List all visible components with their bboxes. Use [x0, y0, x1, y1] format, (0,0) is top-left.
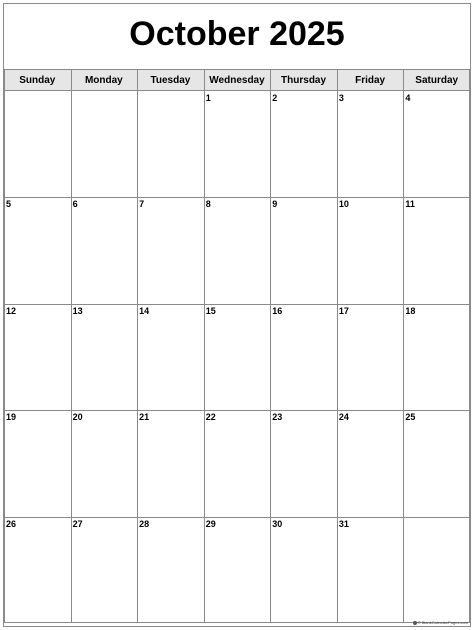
day-number: 14: [139, 305, 150, 316]
calendar-logo-icon: [413, 621, 417, 625]
weekday-friday: Friday: [355, 74, 386, 86]
grid-horizontal-line: [4, 197, 470, 198]
day-number: 21: [139, 412, 150, 423]
day-number: 5: [6, 199, 12, 210]
grid-vertical-line: [337, 69, 338, 623]
weekday-monday: Monday: [84, 74, 123, 86]
day-number: 16: [272, 305, 283, 316]
day-number: 26: [6, 518, 17, 529]
day-number: 13: [72, 305, 83, 316]
day-number: 10: [338, 199, 349, 210]
day-number: 19: [6, 412, 17, 423]
weekday-sunday: Sunday: [19, 74, 56, 86]
grid-horizontal-line: [4, 304, 470, 305]
grid-vertical-line: [403, 69, 404, 623]
weekday-header-row: [4, 69, 470, 91]
grid-vertical-line: [71, 69, 72, 623]
day-number: 8: [205, 199, 211, 210]
weekday-saturday: Saturday: [415, 74, 459, 86]
grid-vertical-line: [204, 69, 205, 623]
day-number: 12: [6, 305, 17, 316]
day-number: 7: [139, 199, 145, 210]
calendar-title: October 2025: [129, 14, 345, 53]
day-number: 4: [405, 93, 411, 103]
day-number: 31: [338, 518, 349, 529]
day-number: 25: [405, 412, 416, 423]
day-number: 3: [338, 93, 344, 103]
day-number: 22: [205, 412, 216, 423]
grid-horizontal-line: [4, 517, 470, 518]
day-number: 27: [72, 518, 83, 529]
day-number: 24: [338, 412, 349, 423]
site-credit: [413, 620, 468, 625]
day-number: 9: [272, 199, 278, 210]
day-number: 23: [272, 412, 283, 423]
day-number: 2: [272, 93, 278, 103]
grid-vertical-line: [270, 69, 271, 623]
day-number: 11: [405, 199, 415, 210]
day-number: 17: [338, 305, 349, 316]
grid-vertical-line: [4, 69, 5, 623]
day-number: 29: [205, 518, 216, 529]
day-number: 1: [205, 93, 211, 103]
weekday-wednesday: Wednesday: [209, 74, 265, 86]
day-number: 20: [72, 412, 83, 423]
weekday-thursday: Thursday: [281, 74, 327, 86]
grid-horizontal-line: [4, 622, 470, 623]
grid-vertical-line: [469, 69, 470, 623]
grid-vertical-line: [137, 69, 138, 623]
calendar-grid: [4, 69, 470, 623]
grid-horizontal-line: [4, 410, 470, 411]
day-number: 6: [72, 199, 78, 210]
day-number: 30: [272, 518, 283, 529]
day-number: 18: [405, 305, 416, 316]
day-number: 15: [205, 305, 216, 316]
day-number: 28: [139, 518, 150, 529]
site-credit-text: © BlankCalendarPages.com: [417, 620, 468, 625]
weekday-tuesday: Tuesday: [150, 74, 191, 86]
